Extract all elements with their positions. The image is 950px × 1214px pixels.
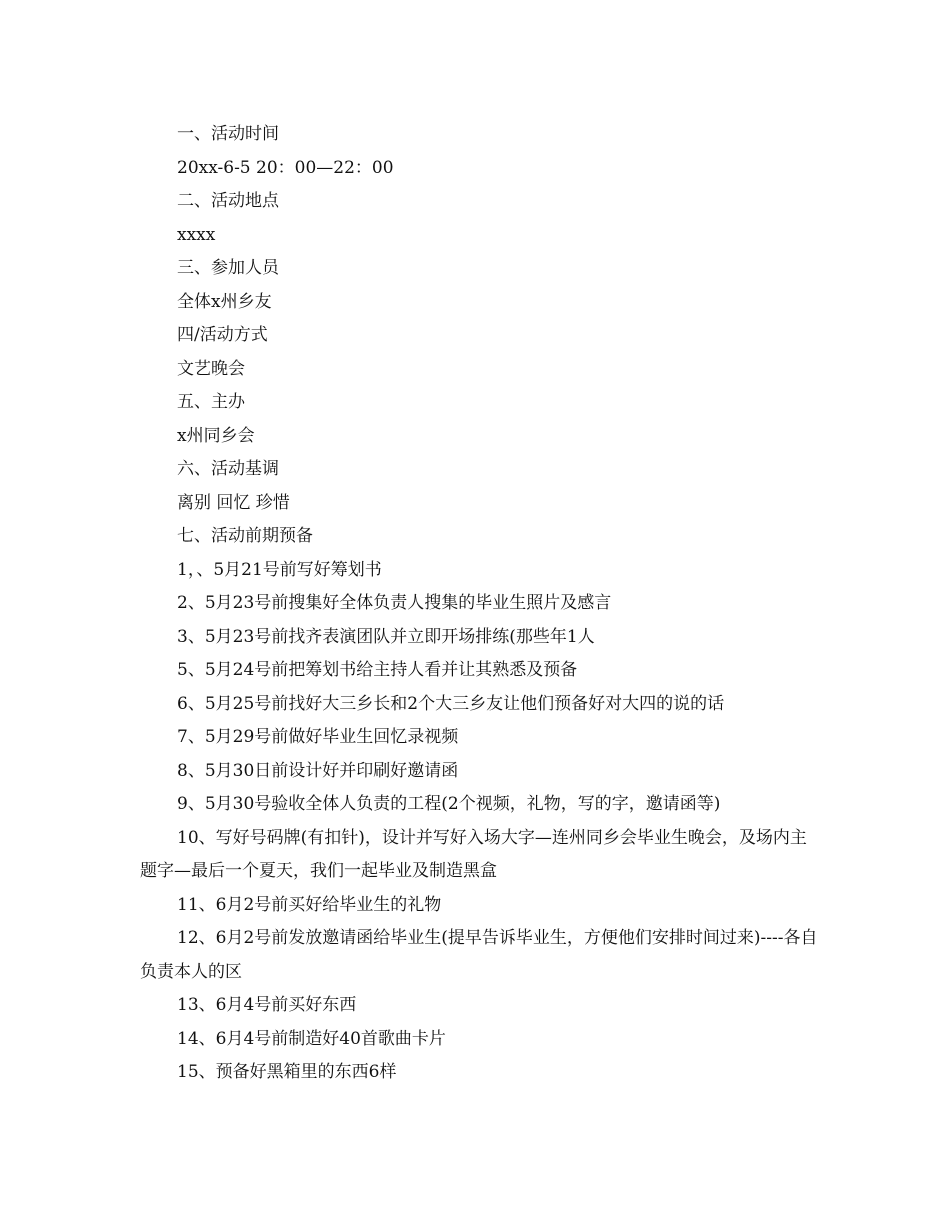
heading-activity-format: 四/活动方式 xyxy=(177,325,268,345)
prep-item: 1，、5月21号前写好筹划书 xyxy=(177,559,382,580)
activity-location-value: xxxx xyxy=(177,224,216,245)
prep-item: 13、6月4号前买好东西 xyxy=(177,995,357,1015)
prep-item: 7、5月29号前做好毕业生回忆录视频 xyxy=(177,727,459,747)
prep-item: 2、5月23号前搜集好全体负责人搜集的毕业生照片及感言 xyxy=(177,593,612,613)
heading-participants: 三、参加人员 xyxy=(177,258,279,278)
prep-item: 6、5月25号前找好大三乡长和2个大三乡友让他们预备好对大四的说的话 xyxy=(177,693,725,714)
prep-item: 11、6月2号前买好给毕业生的礼物 xyxy=(177,894,442,915)
heading-activity-tone: 六、活动基调 xyxy=(177,459,279,479)
participants-value: 全体x州乡友 xyxy=(177,291,272,312)
activity-time-value: 20xx-6-5 20：00—22：00 xyxy=(177,157,394,178)
prep-item: 15、预备好黑箱里的东西6样 xyxy=(177,1062,397,1082)
prep-item-10-paragraph: 10、写好号码牌(有扣针)，设计并写好入场大字—连州同乡会毕业生晚会，及场内主题字—最后一个夏天，我们一起毕业及制造黑盒 xyxy=(140,827,807,881)
prep-item: 3、5月23号前找齐表演团队并立即开场排练(那些年1人 xyxy=(177,626,595,647)
prep-item: 5、5月24号前把筹划书给主持人看并让其熟悉及预备 xyxy=(177,660,578,680)
organizer-value: x州同乡会 xyxy=(177,425,255,446)
prep-item: 8、5月30日前设计好并印刷好邀请函 xyxy=(177,760,459,781)
heading-organizer: 五、主办 xyxy=(177,392,245,412)
heading-activity-time: 一、活动时间 xyxy=(177,124,279,144)
activity-format-value: 文艺晚会 xyxy=(177,358,245,379)
document-body xyxy=(140,118,820,1090)
activity-tone-value: 离别 回忆 珍惜 xyxy=(177,492,290,513)
prep-item-12-paragraph: 12、6月2号前发放邀请函给毕业生(提早告诉毕业生，方便他们安排时间过来)----各自负责本人的区 xyxy=(140,928,818,982)
prep-item: 14、6月4号前制造好40首歌曲卡片 xyxy=(177,1028,446,1049)
heading-preparation: 七、活动前期预备 xyxy=(177,526,313,546)
heading-activity-location: 二、活动地点 xyxy=(177,191,279,211)
prep-item: 9、5月30号验收全体人负责的工程(2个视频，礼物，写的字，邀请函等) xyxy=(177,794,721,814)
